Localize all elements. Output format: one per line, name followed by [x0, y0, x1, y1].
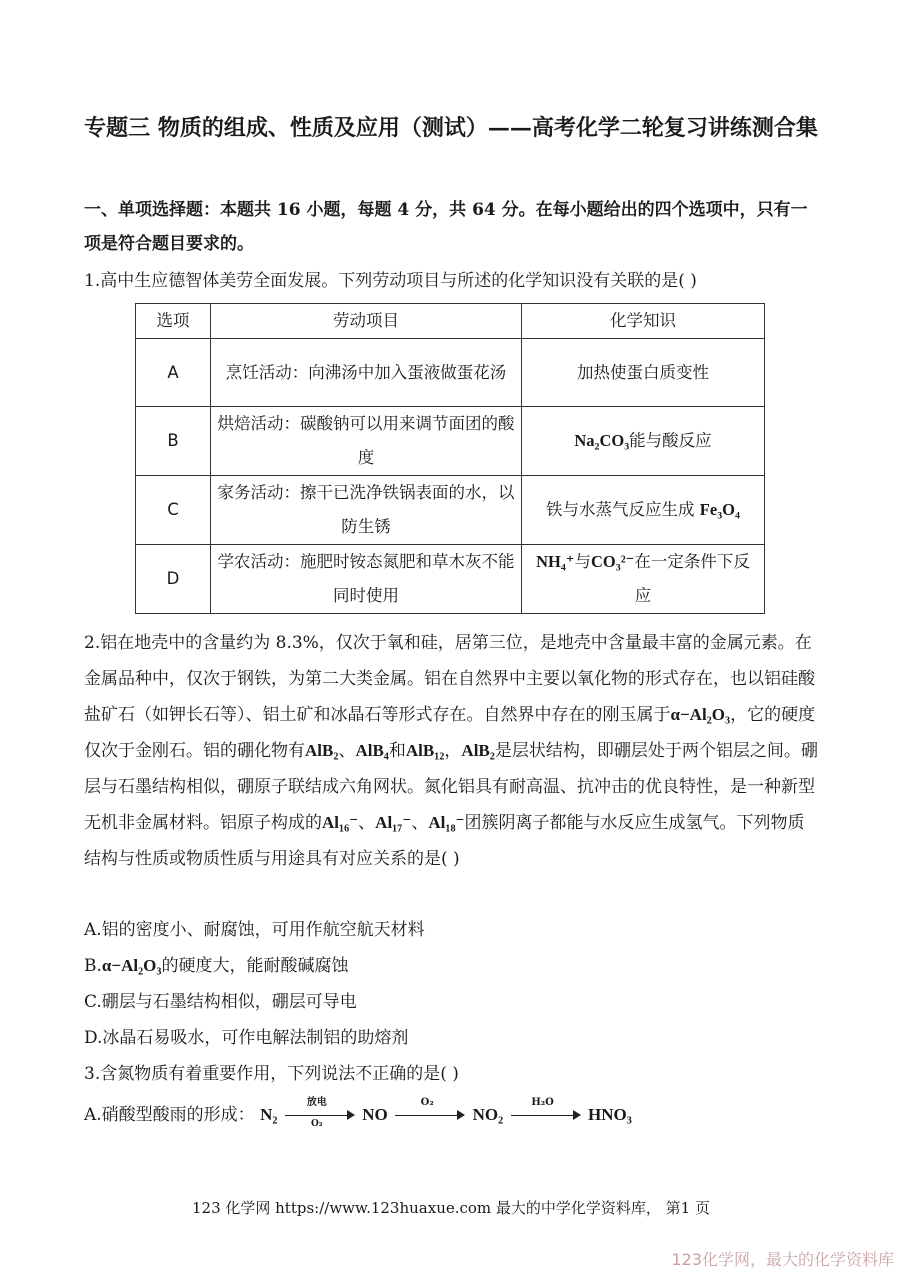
document-title: 专题三 物质的组成、性质及应用（测试）——高考化学二轮复习讲练测合集 — [84, 115, 818, 141]
table-header-option: 选项 — [136, 304, 211, 339]
question-2-stem — [84, 625, 819, 877]
table-row — [136, 407, 765, 476]
question-1-stem: 1.高中生应德智体美劳全面发展。下列劳动项目与所述的化学知识没有关联的是( ) — [84, 271, 697, 291]
watermark: 123化学网，最大的化学资料库 — [671, 1250, 894, 1269]
formula-hno3: HNO₃ — [588, 1105, 632, 1124]
q2-text: 是层状结构，即硼层处于两个铝层之间。硼层与石墨结构相似，硼原子联结成六角网状。氮化铝具有耐高温、抗冲击的优良特性，是一种新型无机非金属材料。铝原子构成的 — [84, 741, 818, 833]
question-3-stem: 3.含氮物质有着重要作用，下列说法不正确的是( ) — [84, 1064, 459, 1084]
formula-n2: N₂ — [260, 1105, 278, 1124]
row-knowledge-text: 在一定条件下反应 — [634, 552, 750, 605]
q3-option-a — [84, 1097, 632, 1133]
formula: Al₁₆⁻ — [322, 813, 359, 832]
q2-option-b — [84, 948, 349, 984]
row-option: A — [136, 339, 211, 407]
formula-no2: NO₂ — [472, 1105, 504, 1124]
arrow-label-top: O₂ — [420, 1096, 434, 1108]
table-header-knowledge: 化学知识 — [522, 304, 765, 339]
formula: Na₂CO₃ — [574, 431, 630, 450]
formula: α−Al₂O₃ — [670, 705, 731, 724]
row-knowledge — [522, 476, 765, 545]
q2-text: 、 — [411, 813, 429, 833]
formula: AlB₂ — [305, 741, 339, 760]
q2-text: 团簇阴离子都能与水反应生成氢气。下列物质结构与性质或物质性质与用途具有对应关系的是( ) — [84, 813, 805, 869]
q2-option-d: D.冰晶石易吸水，可作电解法制铝的助熔剂 — [84, 1028, 409, 1048]
formula: NH₄⁺ — [536, 552, 575, 571]
arrow-label-bottom: O₂ — [310, 1118, 323, 1129]
reaction-arrow-icon — [395, 1096, 465, 1126]
formula: Fe₃O₄ — [699, 500, 740, 519]
table-header-row — [136, 304, 765, 339]
option-text: A.硝酸型酸雨的形成： — [84, 1105, 255, 1125]
row-knowledge-text: 与 — [574, 552, 592, 571]
row-knowledge-text: 铁与水蒸气反应生成 — [546, 500, 695, 519]
formula: AlB₂ — [461, 741, 495, 760]
formula: AlB₄ — [355, 741, 389, 760]
formula: α−Al₂O₃ — [101, 956, 162, 975]
row-knowledge — [522, 407, 765, 476]
row-task: 家务活动：擦干已洗净铁锅表面的水，以防生锈 — [211, 476, 522, 545]
row-knowledge: 加热使蛋白质变性 — [522, 339, 765, 407]
arrow-label-top: 放电 — [306, 1096, 327, 1108]
row-task: 烹饪活动：向沸汤中加入蛋液做蛋花汤 — [211, 339, 522, 407]
formula: AlB₁₂ — [405, 741, 445, 760]
reaction-arrow-icon — [511, 1096, 581, 1126]
page-footer: 123 化学网 https://www.123huaxue.com 最大的中学化学资料库， 第1 页 — [191, 1199, 710, 1217]
option-text: B. — [84, 956, 102, 976]
q2-text: 、 — [338, 741, 356, 761]
section-heading: 一、单项选择题：本题共 16 小题，每题 4 分，共 64 分。在每小题给出的四个选项中，只有一项是符合题目要求的。 — [84, 200, 808, 254]
q2-option-a: A.铝的密度小、耐腐蚀，可用作航空航天材料 — [84, 920, 425, 940]
q2-text: ，它的硬度仅次于金刚石。铝的硼化物有 — [84, 705, 816, 761]
formula: Al₁₇⁻ — [375, 813, 412, 832]
row-knowledge-text: 能与酸反应 — [629, 431, 712, 450]
row-task: 烘焙活动：碳酸钠可以用来调节面团的酸度 — [211, 407, 522, 476]
q2-text: 和 — [388, 741, 406, 761]
row-option: D — [136, 545, 211, 614]
q2-text: 、 — [358, 813, 376, 833]
arrow-label-top: H₂O — [531, 1096, 554, 1108]
table-header-task: 劳动项目 — [211, 304, 522, 339]
row-option: B — [136, 407, 211, 476]
row-task: 学农活动：施肥时铵态氮肥和草木灰不能同时使用 — [211, 545, 522, 614]
q2-text: ， — [444, 741, 462, 761]
table-row — [136, 476, 765, 545]
option-text: 的硬度大，能耐酸碱腐蚀 — [161, 956, 349, 976]
table-row — [136, 545, 765, 614]
formula: CO₃²⁻ — [591, 552, 635, 571]
row-knowledge — [522, 545, 765, 614]
row-option: C — [136, 476, 211, 545]
q2-option-c: C.硼层与石墨结构相似，硼层可导电 — [84, 992, 357, 1012]
table-row — [136, 339, 765, 407]
formula-no: NO — [362, 1105, 388, 1124]
reaction-arrow-icon — [285, 1096, 355, 1129]
q2-text: 2.铝在地壳中的含量约为 8.3%，仅次于氧和硅，居第三位，是地壳中含量最丰富的金属元素。在金属品种中，仅次于钢铁，为第二大类金属。铝在自然界中主要以氧化物的形式存在，也以铝硅酸盐矿石（如钾长石等）、铝土矿和冰晶石等形式存在。自然界中存在的刚玉属于 — [84, 633, 815, 725]
question-1-table — [135, 303, 765, 614]
formula: Al₁₈⁻ — [428, 813, 465, 832]
